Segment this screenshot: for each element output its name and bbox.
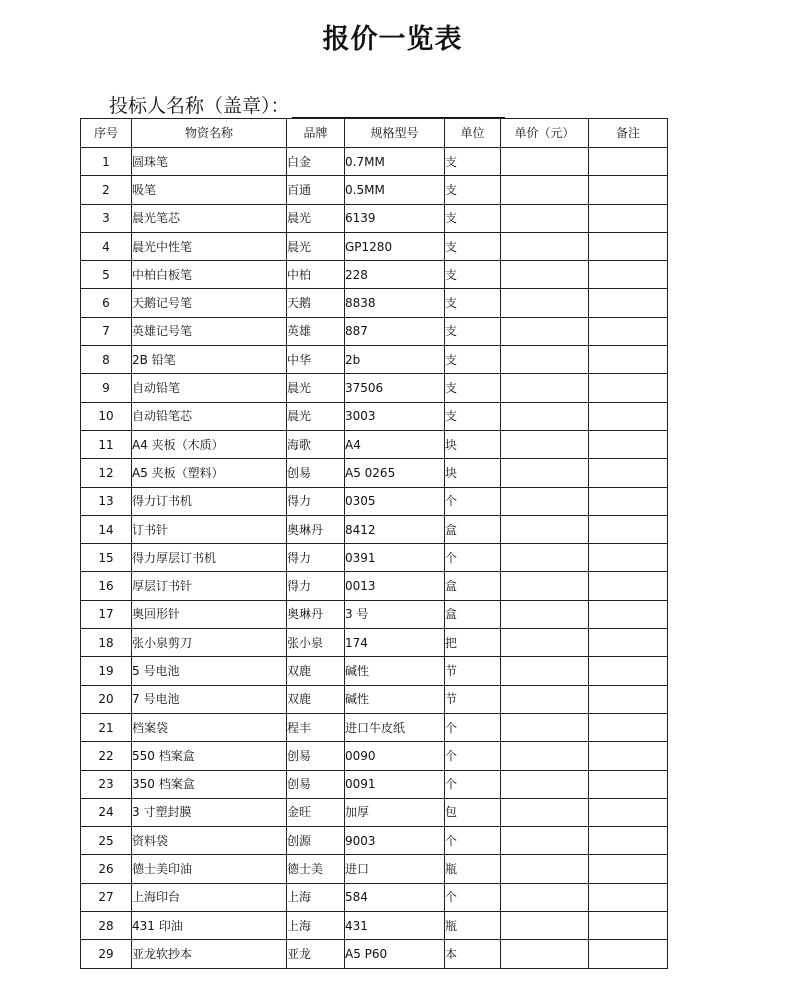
cell-item-name: 晨光笔芯 [132,204,287,232]
cell-no: 11 [81,430,132,458]
cell-item-name: 亚龙软抄本 [132,940,287,968]
table-row [81,629,668,657]
cell-no: 27 [81,883,132,911]
cell-brand: 晨光 [287,204,345,232]
cell-no: 24 [81,798,132,826]
cell-brand: 百通 [287,176,345,204]
cell-remarks[interactable] [589,317,668,345]
cell-unit-price[interactable] [501,713,589,741]
cell-no: 6 [81,289,132,317]
cell-item-name: 7 号电池 [132,685,287,713]
cell-remarks[interactable] [589,940,668,968]
cell-unit: 个 [445,770,501,798]
cell-unit: 支 [445,232,501,260]
cell-item-name: 奥回形针 [132,600,287,628]
cell-item-name: 得力订书机 [132,487,287,515]
cell-item-name: 3 寸塑封膜 [132,798,287,826]
cell-brand: 德士美 [287,855,345,883]
cell-spec: 887 [345,317,445,345]
cell-brand: 中华 [287,346,345,374]
cell-spec: A5 P60 [345,940,445,968]
cell-unit: 个 [445,742,501,770]
cell-spec: 进口牛皮纸 [345,713,445,741]
cell-no: 21 [81,713,132,741]
cell-spec: GP1280 [345,232,445,260]
cell-spec: 8838 [345,289,445,317]
cell-remarks[interactable] [589,459,668,487]
cell-remarks[interactable] [589,572,668,600]
cell-remarks[interactable] [589,289,668,317]
cell-unit-price[interactable] [501,798,589,826]
cell-unit: 包 [445,798,501,826]
cell-item-name: 2B 铅笔 [132,346,287,374]
cell-no: 14 [81,515,132,543]
cell-unit: 节 [445,657,501,685]
table-row [81,685,668,713]
cell-brand: 创易 [287,459,345,487]
cell-unit-price[interactable] [501,940,589,968]
cell-item-name: 张小泉剪刀 [132,629,287,657]
cell-brand: 上海 [287,883,345,911]
cell-unit-price[interactable] [501,346,589,374]
cell-unit: 支 [445,176,501,204]
cell-remarks[interactable] [589,487,668,515]
cell-unit: 节 [445,685,501,713]
cell-remarks[interactable] [589,742,668,770]
cell-no: 3 [81,204,132,232]
cell-no: 12 [81,459,132,487]
cell-unit: 支 [445,261,501,289]
cell-item-name: 吸笔 [132,176,287,204]
cell-item-name: 中柏白板笔 [132,261,287,289]
cell-spec: 加厚 [345,798,445,826]
cell-spec: 0391 [345,544,445,572]
cell-brand: 得力 [287,487,345,515]
cell-remarks[interactable] [589,912,668,940]
column-header-unit: 单位 [445,119,501,148]
cell-no: 25 [81,827,132,855]
table-row [81,912,668,940]
cell-item-name: A5 夹板（塑料） [132,459,287,487]
bidder-name-label: 投标人名称（盖章）： [109,95,290,117]
table-row [81,374,668,402]
table-row [81,487,668,515]
cell-no: 9 [81,374,132,402]
cell-unit: 瓶 [445,912,501,940]
cell-brand: 双鹿 [287,685,345,713]
cell-brand: 得力 [287,572,345,600]
cell-no: 18 [81,629,132,657]
cell-no: 16 [81,572,132,600]
cell-spec: 431 [345,912,445,940]
cell-item-name: 资料袋 [132,827,287,855]
cell-item-name: 圆珠笔 [132,148,287,176]
cell-remarks[interactable] [589,855,668,883]
column-header-brand: 品牌 [287,119,345,148]
bidder-name-field [109,90,505,118]
cell-unit: 块 [445,430,501,458]
table-row [81,940,668,968]
cell-unit-price[interactable] [501,261,589,289]
cell-remarks[interactable] [589,176,668,204]
cell-remarks[interactable] [589,515,668,543]
cell-unit: 块 [445,459,501,487]
cell-item-name: 晨光中性笔 [132,232,287,260]
cell-spec: 3003 [345,402,445,430]
cell-brand: 英雄 [287,317,345,345]
cell-remarks[interactable] [589,346,668,374]
cell-brand: 双鹿 [287,657,345,685]
cell-unit-price[interactable] [501,374,589,402]
cell-brand: 亚龙 [287,940,345,968]
cell-brand: 程丰 [287,713,345,741]
cell-unit-price[interactable] [501,176,589,204]
table-row [81,402,668,430]
cell-spec: 0013 [345,572,445,600]
cell-item-name: 上海印台 [132,883,287,911]
cell-item-name: 自动铅笔 [132,374,287,402]
cell-unit-price[interactable] [501,430,589,458]
cell-item-name: 5 号电池 [132,657,287,685]
cell-unit: 支 [445,148,501,176]
cell-remarks[interactable] [589,232,668,260]
cell-remarks[interactable] [589,544,668,572]
cell-unit-price[interactable] [501,204,589,232]
cell-no: 4 [81,232,132,260]
table-row [81,855,668,883]
cell-brand: 天鹅 [287,289,345,317]
table-row [81,289,668,317]
cell-remarks[interactable] [589,770,668,798]
table-row [81,515,668,543]
cell-spec: 6139 [345,204,445,232]
table-row [81,346,668,374]
cell-spec: 8412 [345,515,445,543]
cell-brand: 晨光 [287,402,345,430]
cell-remarks[interactable] [589,204,668,232]
table-row [81,430,668,458]
cell-remarks[interactable] [589,148,668,176]
table-row [81,176,668,204]
cell-brand: 创易 [287,742,345,770]
cell-remarks[interactable] [589,798,668,826]
cell-no: 26 [81,855,132,883]
cell-no: 15 [81,544,132,572]
cell-spec: 0.5MM [345,176,445,204]
bidder-name-blank-line[interactable] [292,97,505,118]
cell-item-name: 天鹅记号笔 [132,289,287,317]
cell-unit: 支 [445,204,501,232]
cell-brand: 金旺 [287,798,345,826]
cell-spec: 0305 [345,487,445,515]
cell-unit-price[interactable] [501,544,589,572]
cell-unit-price[interactable] [501,629,589,657]
table-row [81,713,668,741]
cell-remarks[interactable] [589,657,668,685]
cell-remarks[interactable] [589,430,668,458]
cell-remarks[interactable] [589,713,668,741]
table-row [81,742,668,770]
cell-item-name: 得力厚层订书机 [132,544,287,572]
table-header-row [81,119,668,148]
cell-unit-price[interactable] [501,770,589,798]
column-header-remarks: 备注 [589,119,668,148]
cell-no: 10 [81,402,132,430]
cell-unit-price[interactable] [501,317,589,345]
cell-spec: 37506 [345,374,445,402]
cell-no: 13 [81,487,132,515]
cell-unit-price[interactable] [501,855,589,883]
cell-brand: 晨光 [287,232,345,260]
cell-spec: 进口 [345,855,445,883]
cell-brand: 白金 [287,148,345,176]
cell-remarks[interactable] [589,629,668,657]
cell-no: 20 [81,685,132,713]
cell-no: 1 [81,148,132,176]
cell-unit: 本 [445,940,501,968]
cell-no: 5 [81,261,132,289]
cell-item-name: 350 档案盒 [132,770,287,798]
cell-spec: 584 [345,883,445,911]
column-header-name: 物资名称 [132,119,287,148]
cell-spec: 3 号 [345,600,445,628]
cell-spec: 碱性 [345,685,445,713]
cell-spec: A4 [345,430,445,458]
cell-remarks[interactable] [589,685,668,713]
cell-no: 7 [81,317,132,345]
cell-spec: 9003 [345,827,445,855]
cell-brand: 奥琳丹 [287,600,345,628]
cell-spec: 0091 [345,770,445,798]
cell-unit: 个 [445,883,501,911]
cell-spec: 碱性 [345,657,445,685]
cell-unit-price[interactable] [501,572,589,600]
cell-item-name: A4 夹板（木质） [132,430,287,458]
cell-unit-price[interactable] [501,685,589,713]
cell-brand: 创易 [287,770,345,798]
cell-unit-price[interactable] [501,487,589,515]
cell-item-name: 厚层订书针 [132,572,287,600]
cell-unit-price[interactable] [501,459,589,487]
cell-brand: 海歌 [287,430,345,458]
cell-item-name: 431 印油 [132,912,287,940]
table-row [81,657,668,685]
cell-unit-price[interactable] [501,912,589,940]
cell-remarks[interactable] [589,883,668,911]
column-header-spec: 规格型号 [345,119,445,148]
cell-unit-price[interactable] [501,148,589,176]
table-row [81,572,668,600]
cell-unit: 支 [445,317,501,345]
cell-unit: 瓶 [445,855,501,883]
cell-item-name: 德士美印油 [132,855,287,883]
cell-unit: 把 [445,629,501,657]
table-row [81,827,668,855]
table-row [81,148,668,176]
cell-spec: 174 [345,629,445,657]
table-row [81,459,668,487]
cell-item-name: 档案袋 [132,713,287,741]
cell-remarks[interactable] [589,600,668,628]
cell-unit-price[interactable] [501,827,589,855]
cell-item-name: 550 档案盒 [132,742,287,770]
cell-spec: 0090 [345,742,445,770]
cell-unit: 支 [445,402,501,430]
cell-remarks[interactable] [589,827,668,855]
table-row [81,544,668,572]
cell-no: 22 [81,742,132,770]
cell-unit-price[interactable] [501,289,589,317]
cell-unit: 支 [445,346,501,374]
cell-unit: 盒 [445,572,501,600]
cell-spec: 228 [345,261,445,289]
cell-unit-price[interactable] [501,402,589,430]
column-header-unit-price: 单价（元） [501,119,589,148]
cell-unit: 个 [445,713,501,741]
cell-spec: 0.7MM [345,148,445,176]
cell-spec: A5 0265 [345,459,445,487]
table-body [81,148,668,969]
cell-unit-price[interactable] [501,600,589,628]
table-row [81,317,668,345]
cell-remarks[interactable] [589,261,668,289]
cell-no: 29 [81,940,132,968]
cell-brand: 张小泉 [287,629,345,657]
cell-no: 8 [81,346,132,374]
cell-unit: 盒 [445,600,501,628]
cell-unit-price[interactable] [501,232,589,260]
cell-unit-price[interactable] [501,657,589,685]
cell-no: 17 [81,600,132,628]
cell-item-name: 自动铅笔芯 [132,402,287,430]
cell-item-name: 英雄记号笔 [132,317,287,345]
cell-unit: 支 [445,374,501,402]
page-title: 报价一览表 [322,24,463,55]
cell-remarks[interactable] [589,374,668,402]
table-row [81,261,668,289]
cell-brand: 创源 [287,827,345,855]
cell-spec: 2b [345,346,445,374]
cell-unit: 个 [445,544,501,572]
column-header-no: 序号 [81,119,132,148]
quotation-table [80,118,668,969]
cell-unit-price[interactable] [501,742,589,770]
cell-unit: 支 [445,289,501,317]
cell-item-name: 订书针 [132,515,287,543]
cell-brand: 上海 [287,912,345,940]
cell-no: 28 [81,912,132,940]
cell-unit-price[interactable] [501,883,589,911]
cell-remarks[interactable] [589,402,668,430]
cell-unit: 盒 [445,515,501,543]
table-row [81,204,668,232]
cell-brand: 中柏 [287,261,345,289]
cell-unit: 个 [445,487,501,515]
cell-brand: 得力 [287,544,345,572]
table-row [81,232,668,260]
table-row [81,883,668,911]
cell-brand: 晨光 [287,374,345,402]
table-row [81,770,668,798]
cell-no: 23 [81,770,132,798]
cell-no: 19 [81,657,132,685]
cell-unit: 个 [445,827,501,855]
cell-unit-price[interactable] [501,515,589,543]
cell-brand: 奥琳丹 [287,515,345,543]
cell-no: 2 [81,176,132,204]
table-row [81,600,668,628]
table-row [81,798,668,826]
